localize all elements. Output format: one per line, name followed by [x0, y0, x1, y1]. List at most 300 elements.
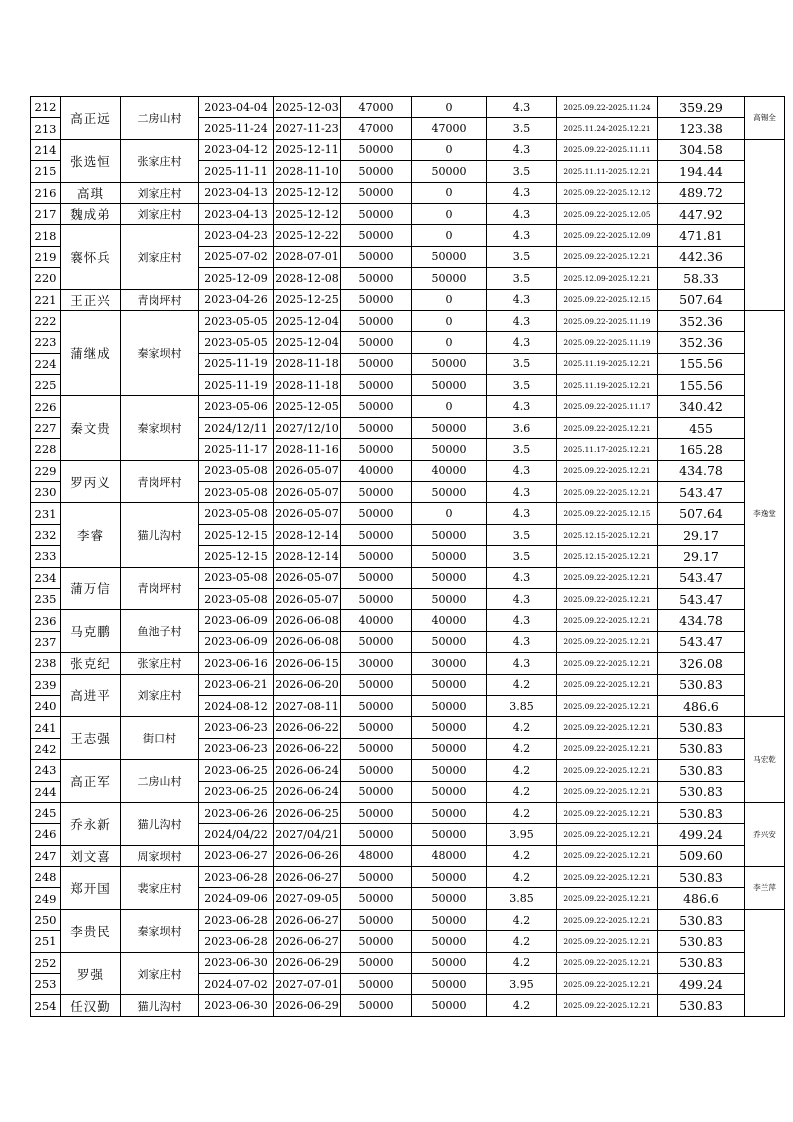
table-row [31, 802, 785, 823]
interest-rate: 4.2 [487, 909, 557, 930]
village-name: 秦家坝村 [121, 396, 199, 460]
interest-period: 2025.09.22-2025.11.11 [557, 139, 658, 160]
interest-period: 2025.09.22-2025.12.21 [557, 824, 658, 845]
loan-balance: 0 [412, 503, 487, 524]
loan-start-date: 2024/04/22 [199, 824, 274, 845]
loan-amount: 50000 [341, 717, 412, 738]
row-number: 236 [31, 610, 61, 631]
loan-end-date: 2025-12-25 [274, 289, 341, 310]
interest-amount: 543.47 [658, 567, 745, 588]
loan-amount: 50000 [341, 952, 412, 973]
table-row [31, 310, 785, 331]
interest-rate: 4.3 [487, 460, 557, 481]
interest-rate: 3.5 [487, 524, 557, 545]
loan-amount: 50000 [341, 182, 412, 203]
interest-rate: 3.5 [487, 118, 557, 139]
row-number: 248 [31, 867, 61, 888]
loan-start-date: 2023-06-26 [199, 802, 274, 823]
loan-end-date: 2025-12-04 [274, 332, 341, 353]
row-number: 241 [31, 717, 61, 738]
loan-balance: 47000 [412, 118, 487, 139]
borrower-name: 高正远 [61, 97, 121, 140]
interest-rate: 3.95 [487, 974, 557, 995]
loan-amount: 50000 [341, 888, 412, 909]
interest-rate: 4.3 [487, 310, 557, 331]
interest-period: 2025.09.22-2025.12.21 [557, 888, 658, 909]
loan-start-date: 2025-12-09 [199, 268, 274, 289]
loan-balance: 50000 [412, 268, 487, 289]
interest-period: 2025.09.22-2025.12.09 [557, 225, 658, 246]
interest-amount: 471.81 [658, 225, 745, 246]
loan-balance: 40000 [412, 460, 487, 481]
borrower-name: 蒲继成 [61, 310, 121, 396]
interest-rate: 3.5 [487, 353, 557, 374]
loan-balance: 0 [412, 139, 487, 160]
table-row [31, 567, 785, 588]
loan-start-date: 2024-08-12 [199, 695, 274, 716]
loan-end-date: 2026-06-24 [274, 760, 341, 781]
interest-amount: 155.56 [658, 353, 745, 374]
loan-balance: 0 [412, 310, 487, 331]
row-number: 251 [31, 931, 61, 952]
loan-end-date: 2026-06-15 [274, 653, 341, 674]
borrower-name: 李贵民 [61, 909, 121, 952]
table-row [31, 182, 785, 203]
table-row [31, 845, 785, 866]
loan-end-date: 2028-12-14 [274, 524, 341, 545]
borrower-name: 乔永新 [61, 802, 121, 845]
loan-balance: 50000 [412, 867, 487, 888]
interest-period: 2025.09.22-2025.12.21 [557, 588, 658, 609]
interest-amount: 455 [658, 417, 745, 438]
interest-amount: 29.17 [658, 546, 745, 567]
interest-period: 2025.12.15-2025.12.21 [557, 524, 658, 545]
interest-amount: 530.83 [658, 674, 745, 695]
loan-end-date: 2026-05-07 [274, 482, 341, 503]
interest-rate: 3.85 [487, 695, 557, 716]
interest-rate: 4.3 [487, 610, 557, 631]
interest-rate: 3.95 [487, 824, 557, 845]
row-number: 222 [31, 310, 61, 331]
borrower-name: 高琪 [61, 182, 121, 203]
interest-amount: 434.78 [658, 610, 745, 631]
remark-cell: 高锡全 [745, 97, 785, 140]
interest-amount: 507.64 [658, 289, 745, 310]
loan-balance: 50000 [412, 695, 487, 716]
row-number: 239 [31, 674, 61, 695]
row-number: 254 [31, 995, 61, 1016]
loan-balance: 50000 [412, 588, 487, 609]
loan-amount: 50000 [341, 781, 412, 802]
interest-amount: 507.64 [658, 503, 745, 524]
interest-period: 2025.09.22-2025.12.21 [557, 674, 658, 695]
loan-balance: 0 [412, 182, 487, 203]
row-number: 246 [31, 824, 61, 845]
table-row [31, 952, 785, 973]
loan-start-date: 2025-12-15 [199, 546, 274, 567]
borrower-name: 王正兴 [61, 289, 121, 310]
interest-period: 2025.09.22-2025.12.12 [557, 182, 658, 203]
village-name: 街口村 [121, 717, 199, 760]
row-number: 226 [31, 396, 61, 417]
interest-period: 2025.11.17-2025.12.21 [557, 439, 658, 460]
loan-end-date: 2026-06-27 [274, 909, 341, 930]
loan-start-date: 2023-05-08 [199, 482, 274, 503]
borrower-name: 张选恒 [61, 139, 121, 182]
interest-period: 2025.09.22-2025.12.21 [557, 695, 658, 716]
loan-end-date: 2027-09-05 [274, 888, 341, 909]
row-number: 230 [31, 482, 61, 503]
loan-start-date: 2025-11-24 [199, 118, 274, 139]
loan-end-date: 2026-06-25 [274, 802, 341, 823]
interest-amount: 434.78 [658, 460, 745, 481]
loan-end-date: 2025-12-11 [274, 139, 341, 160]
interest-rate: 4.2 [487, 674, 557, 695]
interest-rate: 4.3 [487, 332, 557, 353]
table-row [31, 139, 785, 160]
loan-balance: 50000 [412, 738, 487, 759]
loan-end-date: 2026-06-20 [274, 674, 341, 695]
interest-period: 2025.12.15-2025.12.21 [557, 546, 658, 567]
interest-amount: 543.47 [658, 631, 745, 652]
row-number: 234 [31, 567, 61, 588]
loan-balance: 0 [412, 396, 487, 417]
loan-start-date: 2025-11-19 [199, 353, 274, 374]
interest-amount: 543.47 [658, 588, 745, 609]
table-row [31, 289, 785, 310]
table-row [31, 653, 785, 674]
interest-period: 2025.09.22-2025.12.21 [557, 931, 658, 952]
interest-amount: 530.83 [658, 909, 745, 930]
row-number: 242 [31, 738, 61, 759]
loan-amount: 50000 [341, 631, 412, 652]
loan-end-date: 2028-12-14 [274, 546, 341, 567]
loan-start-date: 2023-05-08 [199, 567, 274, 588]
loan-balance: 50000 [412, 439, 487, 460]
interest-period: 2025.09.22-2025.12.05 [557, 203, 658, 224]
borrower-name: 秦文贵 [61, 396, 121, 460]
interest-amount: 530.83 [658, 717, 745, 738]
loan-start-date: 2023-06-09 [199, 610, 274, 631]
loan-amount: 50000 [341, 867, 412, 888]
interest-amount: 530.83 [658, 781, 745, 802]
interest-rate: 4.3 [487, 225, 557, 246]
loan-start-date: 2023-06-09 [199, 631, 274, 652]
loan-end-date: 2028-11-10 [274, 161, 341, 182]
interest-period: 2025.11.11-2025.12.21 [557, 161, 658, 182]
loan-end-date: 2025-12-05 [274, 396, 341, 417]
loan-end-date: 2026-05-07 [274, 588, 341, 609]
loan-amount: 48000 [341, 845, 412, 866]
loan-amount: 50000 [341, 974, 412, 995]
loan-amount: 50000 [341, 439, 412, 460]
loan-balance: 0 [412, 332, 487, 353]
loan-balance: 50000 [412, 931, 487, 952]
table-body [31, 97, 785, 1017]
loan-end-date: 2027/12/10 [274, 417, 341, 438]
loan-start-date: 2025-12-15 [199, 524, 274, 545]
interest-rate: 4.2 [487, 802, 557, 823]
loan-amount: 50000 [341, 310, 412, 331]
table-row [31, 867, 785, 888]
borrower-name: 高正军 [61, 760, 121, 803]
loan-end-date: 2025-12-22 [274, 225, 341, 246]
borrower-name: 郑开国 [61, 867, 121, 910]
loan-balance: 50000 [412, 824, 487, 845]
table-row [31, 460, 785, 481]
interest-period: 2025.09.22-2025.12.21 [557, 610, 658, 631]
loan-end-date: 2028-07-01 [274, 246, 341, 267]
interest-period: 2025.09.22-2025.12.21 [557, 781, 658, 802]
loan-amount: 50000 [341, 225, 412, 246]
interest-amount: 509.60 [658, 845, 745, 866]
borrower-name: 张克纪 [61, 653, 121, 674]
village-name: 二房山村 [121, 97, 199, 140]
loan-start-date: 2025-11-19 [199, 375, 274, 396]
loan-balance: 50000 [412, 760, 487, 781]
loan-start-date: 2023-06-28 [199, 931, 274, 952]
interest-period: 2025.09.22-2025.12.21 [557, 802, 658, 823]
loan-start-date: 2023-06-16 [199, 653, 274, 674]
borrower-name: 魏成弟 [61, 203, 121, 224]
interest-period: 2025.11.19-2025.12.21 [557, 353, 658, 374]
loan-end-date: 2026-06-27 [274, 931, 341, 952]
row-number: 224 [31, 353, 61, 374]
interest-rate: 3.5 [487, 439, 557, 460]
row-number: 214 [31, 139, 61, 160]
row-number: 252 [31, 952, 61, 973]
row-number: 233 [31, 546, 61, 567]
table-row [31, 909, 785, 930]
interest-amount: 352.36 [658, 310, 745, 331]
loan-start-date: 2024/12/11 [199, 417, 274, 438]
interest-amount: 155.56 [658, 375, 745, 396]
interest-period: 2025.09.22-2025.12.21 [557, 738, 658, 759]
village-name: 周家坝村 [121, 845, 199, 866]
interest-rate: 4.2 [487, 738, 557, 759]
interest-rate: 4.2 [487, 931, 557, 952]
loan-end-date: 2028-11-18 [274, 375, 341, 396]
row-number: 223 [31, 332, 61, 353]
interest-period: 2025.09.22-2025.12.21 [557, 909, 658, 930]
loan-amount: 40000 [341, 460, 412, 481]
loan-start-date: 2023-06-28 [199, 867, 274, 888]
interest-amount: 304.58 [658, 139, 745, 160]
interest-amount: 123.38 [658, 118, 745, 139]
interest-period: 2025.09.22-2025.12.21 [557, 460, 658, 481]
loan-amount: 50000 [341, 760, 412, 781]
loan-start-date: 2023-06-23 [199, 738, 274, 759]
loan-start-date: 2024-07-02 [199, 974, 274, 995]
borrower-name: 罗强 [61, 952, 121, 995]
interest-rate: 3.85 [487, 888, 557, 909]
loan-amount: 50000 [341, 203, 412, 224]
interest-amount: 499.24 [658, 824, 745, 845]
interest-amount: 340.42 [658, 396, 745, 417]
row-number: 213 [31, 118, 61, 139]
table-row [31, 610, 785, 631]
loan-amount: 50000 [341, 931, 412, 952]
interest-rate: 4.2 [487, 995, 557, 1016]
remark-cell: 李逸堂 [745, 310, 785, 716]
loan-end-date: 2027-07-01 [274, 974, 341, 995]
interest-amount: 530.83 [658, 802, 745, 823]
loan-balance: 50000 [412, 909, 487, 930]
row-number: 220 [31, 268, 61, 289]
borrower-name: 蒲万信 [61, 567, 121, 610]
table-row [31, 503, 785, 524]
loan-balance: 0 [412, 289, 487, 310]
loan-amount: 50000 [341, 289, 412, 310]
loan-amount: 47000 [341, 118, 412, 139]
loan-amount: 50000 [341, 524, 412, 545]
row-number: 228 [31, 439, 61, 460]
loan-amount: 50000 [341, 824, 412, 845]
row-number: 245 [31, 802, 61, 823]
loan-amount: 50000 [341, 995, 412, 1016]
loan-start-date: 2023-04-13 [199, 203, 274, 224]
loan-amount: 50000 [341, 567, 412, 588]
village-name: 秦家坝村 [121, 310, 199, 396]
loan-start-date: 2023-05-08 [199, 503, 274, 524]
interest-period: 2025.09.22-2025.11.24 [557, 97, 658, 118]
interest-amount: 447.92 [658, 203, 745, 224]
loan-amount: 50000 [341, 738, 412, 759]
loan-start-date: 2023-06-23 [199, 717, 274, 738]
interest-amount: 530.83 [658, 931, 745, 952]
village-name: 猫儿沟村 [121, 995, 199, 1016]
loan-end-date: 2026-06-08 [274, 610, 341, 631]
row-number: 240 [31, 695, 61, 716]
row-number: 227 [31, 417, 61, 438]
row-number: 218 [31, 225, 61, 246]
loan-balance: 50000 [412, 546, 487, 567]
loan-end-date: 2026-05-07 [274, 503, 341, 524]
loan-start-date: 2023-06-30 [199, 995, 274, 1016]
loan-end-date: 2026-06-29 [274, 952, 341, 973]
row-number: 243 [31, 760, 61, 781]
interest-period: 2025.09.22-2025.12.21 [557, 760, 658, 781]
row-number: 238 [31, 653, 61, 674]
loan-amount: 40000 [341, 610, 412, 631]
loan-start-date: 2023-06-28 [199, 909, 274, 930]
row-number: 253 [31, 974, 61, 995]
loan-start-date: 2023-04-12 [199, 139, 274, 160]
interest-period: 2025.09.22-2025.12.21 [557, 717, 658, 738]
loan-start-date: 2023-05-08 [199, 588, 274, 609]
loan-amount: 50000 [341, 674, 412, 695]
loan-interest-table [30, 96, 785, 1017]
interest-amount: 326.08 [658, 653, 745, 674]
loan-amount: 50000 [341, 396, 412, 417]
loan-end-date: 2025-12-04 [274, 310, 341, 331]
interest-rate: 4.3 [487, 289, 557, 310]
loan-balance: 50000 [412, 781, 487, 802]
loan-start-date: 2023-05-05 [199, 310, 274, 331]
loan-balance: 50000 [412, 802, 487, 823]
borrower-name: 刘文喜 [61, 845, 121, 866]
interest-rate: 4.3 [487, 182, 557, 203]
row-number: 212 [31, 97, 61, 118]
loan-balance: 48000 [412, 845, 487, 866]
village-name: 张家庄村 [121, 653, 199, 674]
loan-start-date: 2023-05-05 [199, 332, 274, 353]
interest-rate: 3.5 [487, 246, 557, 267]
interest-amount: 194.44 [658, 161, 745, 182]
interest-amount: 530.83 [658, 995, 745, 1016]
loan-balance: 50000 [412, 674, 487, 695]
village-name: 刘家庄村 [121, 225, 199, 289]
row-number: 221 [31, 289, 61, 310]
row-number: 219 [31, 246, 61, 267]
interest-rate: 4.2 [487, 952, 557, 973]
interest-rate: 4.3 [487, 97, 557, 118]
village-name: 刘家庄村 [121, 203, 199, 224]
row-number: 232 [31, 524, 61, 545]
loan-end-date: 2028-11-16 [274, 439, 341, 460]
interest-period: 2025.09.22-2025.12.21 [557, 995, 658, 1016]
interest-period: 2025.09.22-2025.12.21 [557, 567, 658, 588]
loan-end-date: 2025-12-03 [274, 97, 341, 118]
loan-balance: 0 [412, 225, 487, 246]
village-name: 裴家庄村 [121, 867, 199, 910]
interest-amount: 543.47 [658, 482, 745, 503]
row-number: 231 [31, 503, 61, 524]
loan-balance: 0 [412, 97, 487, 118]
borrower-name: 马克鹏 [61, 610, 121, 653]
loan-end-date: 2026-06-24 [274, 781, 341, 802]
loan-balance: 50000 [412, 353, 487, 374]
interest-rate: 3.5 [487, 161, 557, 182]
loan-balance: 50000 [412, 631, 487, 652]
loan-balance: 50000 [412, 524, 487, 545]
loan-balance: 50000 [412, 567, 487, 588]
village-name: 青岗坪村 [121, 460, 199, 503]
loan-end-date: 2027-11-23 [274, 118, 341, 139]
village-name: 鱼池子村 [121, 610, 199, 653]
loan-end-date: 2026-06-26 [274, 845, 341, 866]
interest-period: 2025.09.22-2025.12.15 [557, 289, 658, 310]
interest-amount: 530.83 [658, 738, 745, 759]
interest-amount: 58.33 [658, 268, 745, 289]
borrower-name: 李睿 [61, 503, 121, 567]
interest-amount: 530.83 [658, 952, 745, 973]
interest-period: 2025.09.22-2025.12.15 [557, 503, 658, 524]
loan-balance: 50000 [412, 952, 487, 973]
loan-amount: 50000 [341, 503, 412, 524]
loan-start-date: 2023-06-21 [199, 674, 274, 695]
interest-period: 2025.09.22-2025.12.21 [557, 845, 658, 866]
village-name: 刘家庄村 [121, 182, 199, 203]
loan-end-date: 2026-06-22 [274, 717, 341, 738]
interest-amount: 489.72 [658, 182, 745, 203]
interest-rate: 4.3 [487, 482, 557, 503]
row-number: 216 [31, 182, 61, 203]
village-name: 猫儿沟村 [121, 503, 199, 567]
loan-end-date: 2025-12-12 [274, 203, 341, 224]
interest-rate: 4.3 [487, 503, 557, 524]
table-row [31, 674, 785, 695]
borrower-name: 褰怀兵 [61, 225, 121, 289]
remark-cell: 乔兴安 [745, 802, 785, 866]
loan-start-date: 2023-04-23 [199, 225, 274, 246]
interest-period: 2025.09.22-2025.11.19 [557, 310, 658, 331]
interest-amount: 499.24 [658, 974, 745, 995]
loan-start-date: 2023-06-25 [199, 760, 274, 781]
interest-rate: 4.3 [487, 631, 557, 652]
loan-balance: 50000 [412, 417, 487, 438]
interest-period: 2025.09.22-2025.12.21 [557, 867, 658, 888]
